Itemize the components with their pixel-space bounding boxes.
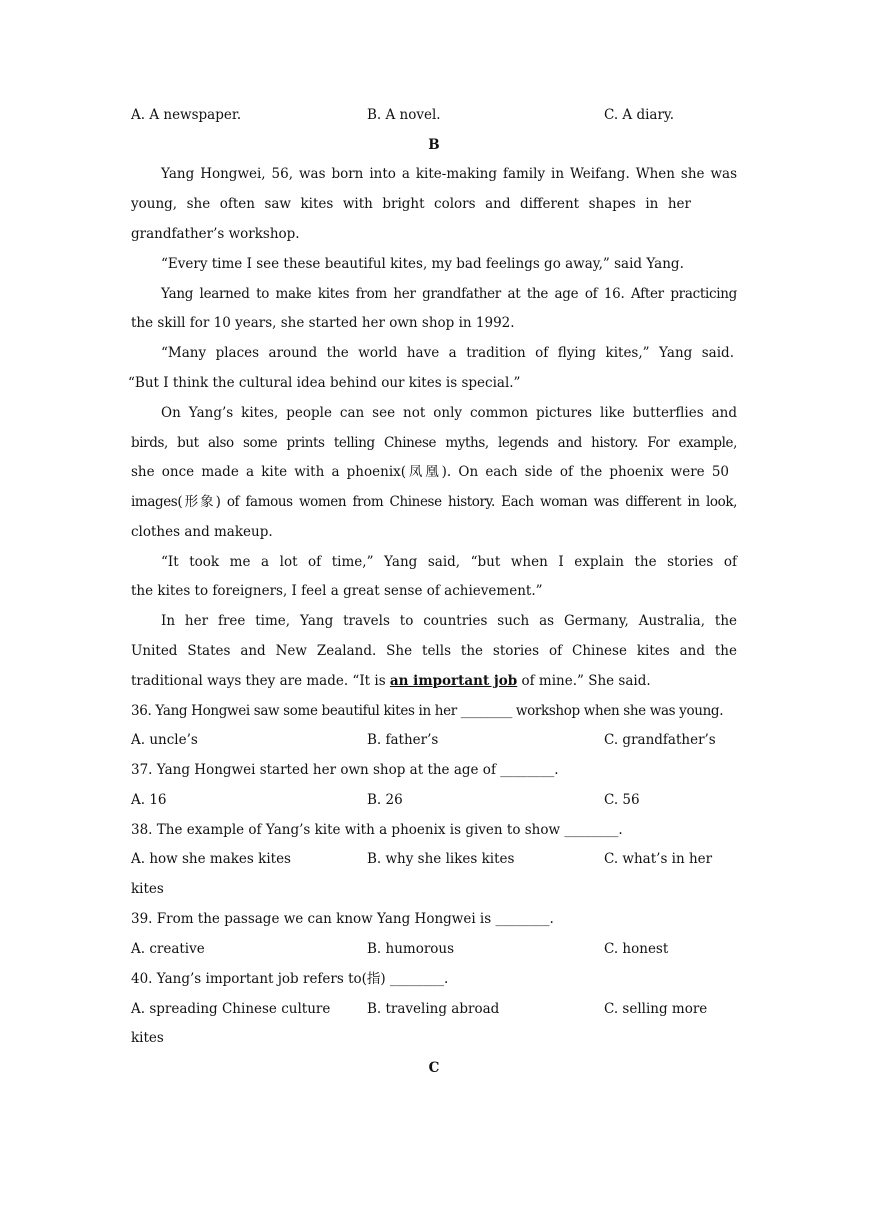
passage-line: the kites to foreigners, I feel a great sense of achievement.”: [131, 583, 543, 599]
passage-line: clothes and makeup.: [131, 524, 273, 540]
section-heading-c: C: [428, 1060, 440, 1076]
underlined-phrase: an important job: [389, 673, 518, 689]
option-c-continued: kites: [131, 1030, 164, 1046]
passage-line: Yang Hongwei, 56, was born into a kite-making family in Weifang. When she was: [161, 166, 737, 182]
option-b: B. traveling abroad: [367, 1001, 500, 1017]
question-stem: 38. The example of Yang’s kite with a phoenix is given to show ________.: [131, 822, 623, 838]
passage-line: “But I think the cultural idea behind our kites is special.”: [128, 375, 521, 391]
passage-line: birds, but also some prints telling Chinese myths, legends and history. For example,: [131, 435, 737, 451]
passage-line: young, she often saw kites with bright colors and different shapes in her: [131, 196, 691, 212]
option-a: A. A newspaper.: [131, 107, 242, 123]
section-heading-b: B: [428, 137, 440, 153]
passage-text: traditional ways they are made. “It is: [131, 673, 390, 689]
passage-line: images(形象) of famous women from Chinese history. Each woman was different in look,: [131, 494, 737, 510]
passage-line: Yang learned to make kites from her grandfather at the age of 16. After practicing: [161, 286, 737, 302]
question-stem: 40. Yang’s important job refers to(指) ________.: [131, 971, 449, 987]
passage-text: of mine.” She said.: [517, 673, 651, 689]
passage-line: the skill for 10 years, she started her own shop in 1992.: [131, 315, 515, 331]
option-a: A. creative: [131, 941, 205, 957]
option-c-continued: kites: [131, 881, 164, 897]
passage-line: On Yang’s kites, people can see not only common pictures like butterflies and: [161, 405, 737, 421]
passage-line: “It took me a lot of time,” Yang said, “but when I explain the stories of: [161, 554, 737, 570]
option-a: A. uncle’s: [131, 732, 198, 748]
question-stem: 36. Yang Hongwei saw some beautiful kites in her ________ workshop when she was young.: [131, 703, 724, 719]
passage-line: grandfather’s workshop.: [131, 226, 300, 242]
option-b: B. A novel.: [367, 107, 441, 123]
passage-line: United States and New Zealand. She tells the stories of Chinese kites and the: [131, 643, 737, 659]
option-a: A. how she makes kites: [131, 851, 291, 867]
option-b: B. father’s: [367, 732, 439, 748]
question-stem: 37. Yang Hongwei started her own shop at the age of ________.: [131, 762, 559, 778]
option-c: C. what’s in her: [604, 851, 713, 867]
question-stem: 39. From the passage we can know Yang Hongwei is ________.: [131, 911, 554, 927]
option-c: C. grandfather’s: [604, 732, 716, 748]
option-a: A. 16: [131, 792, 167, 808]
option-b: B. humorous: [367, 941, 455, 957]
passage-line: “Every time I see these beautiful kites, my bad feelings go away,” said Yang.: [161, 256, 684, 272]
option-c: C. A diary.: [604, 107, 675, 123]
passage-line: “Many places around the world have a tradition of flying kites,” Yang said.: [161, 345, 734, 361]
passage-line: [131, 672, 737, 690]
option-c: C. 56: [604, 792, 640, 808]
option-c: C. honest: [604, 941, 669, 957]
option-c: C. selling more: [604, 1001, 708, 1017]
option-a: A. spreading Chinese culture: [131, 1001, 331, 1017]
passage-line: she once made a kite with a phoenix(凤凰). On each side of the phoenix were 50: [131, 464, 729, 480]
passage-line: In her free time, Yang travels to countries such as Germany, Australia, the: [161, 613, 737, 629]
option-b: B. 26: [367, 792, 403, 808]
option-b: B. why she likes kites: [367, 851, 515, 867]
